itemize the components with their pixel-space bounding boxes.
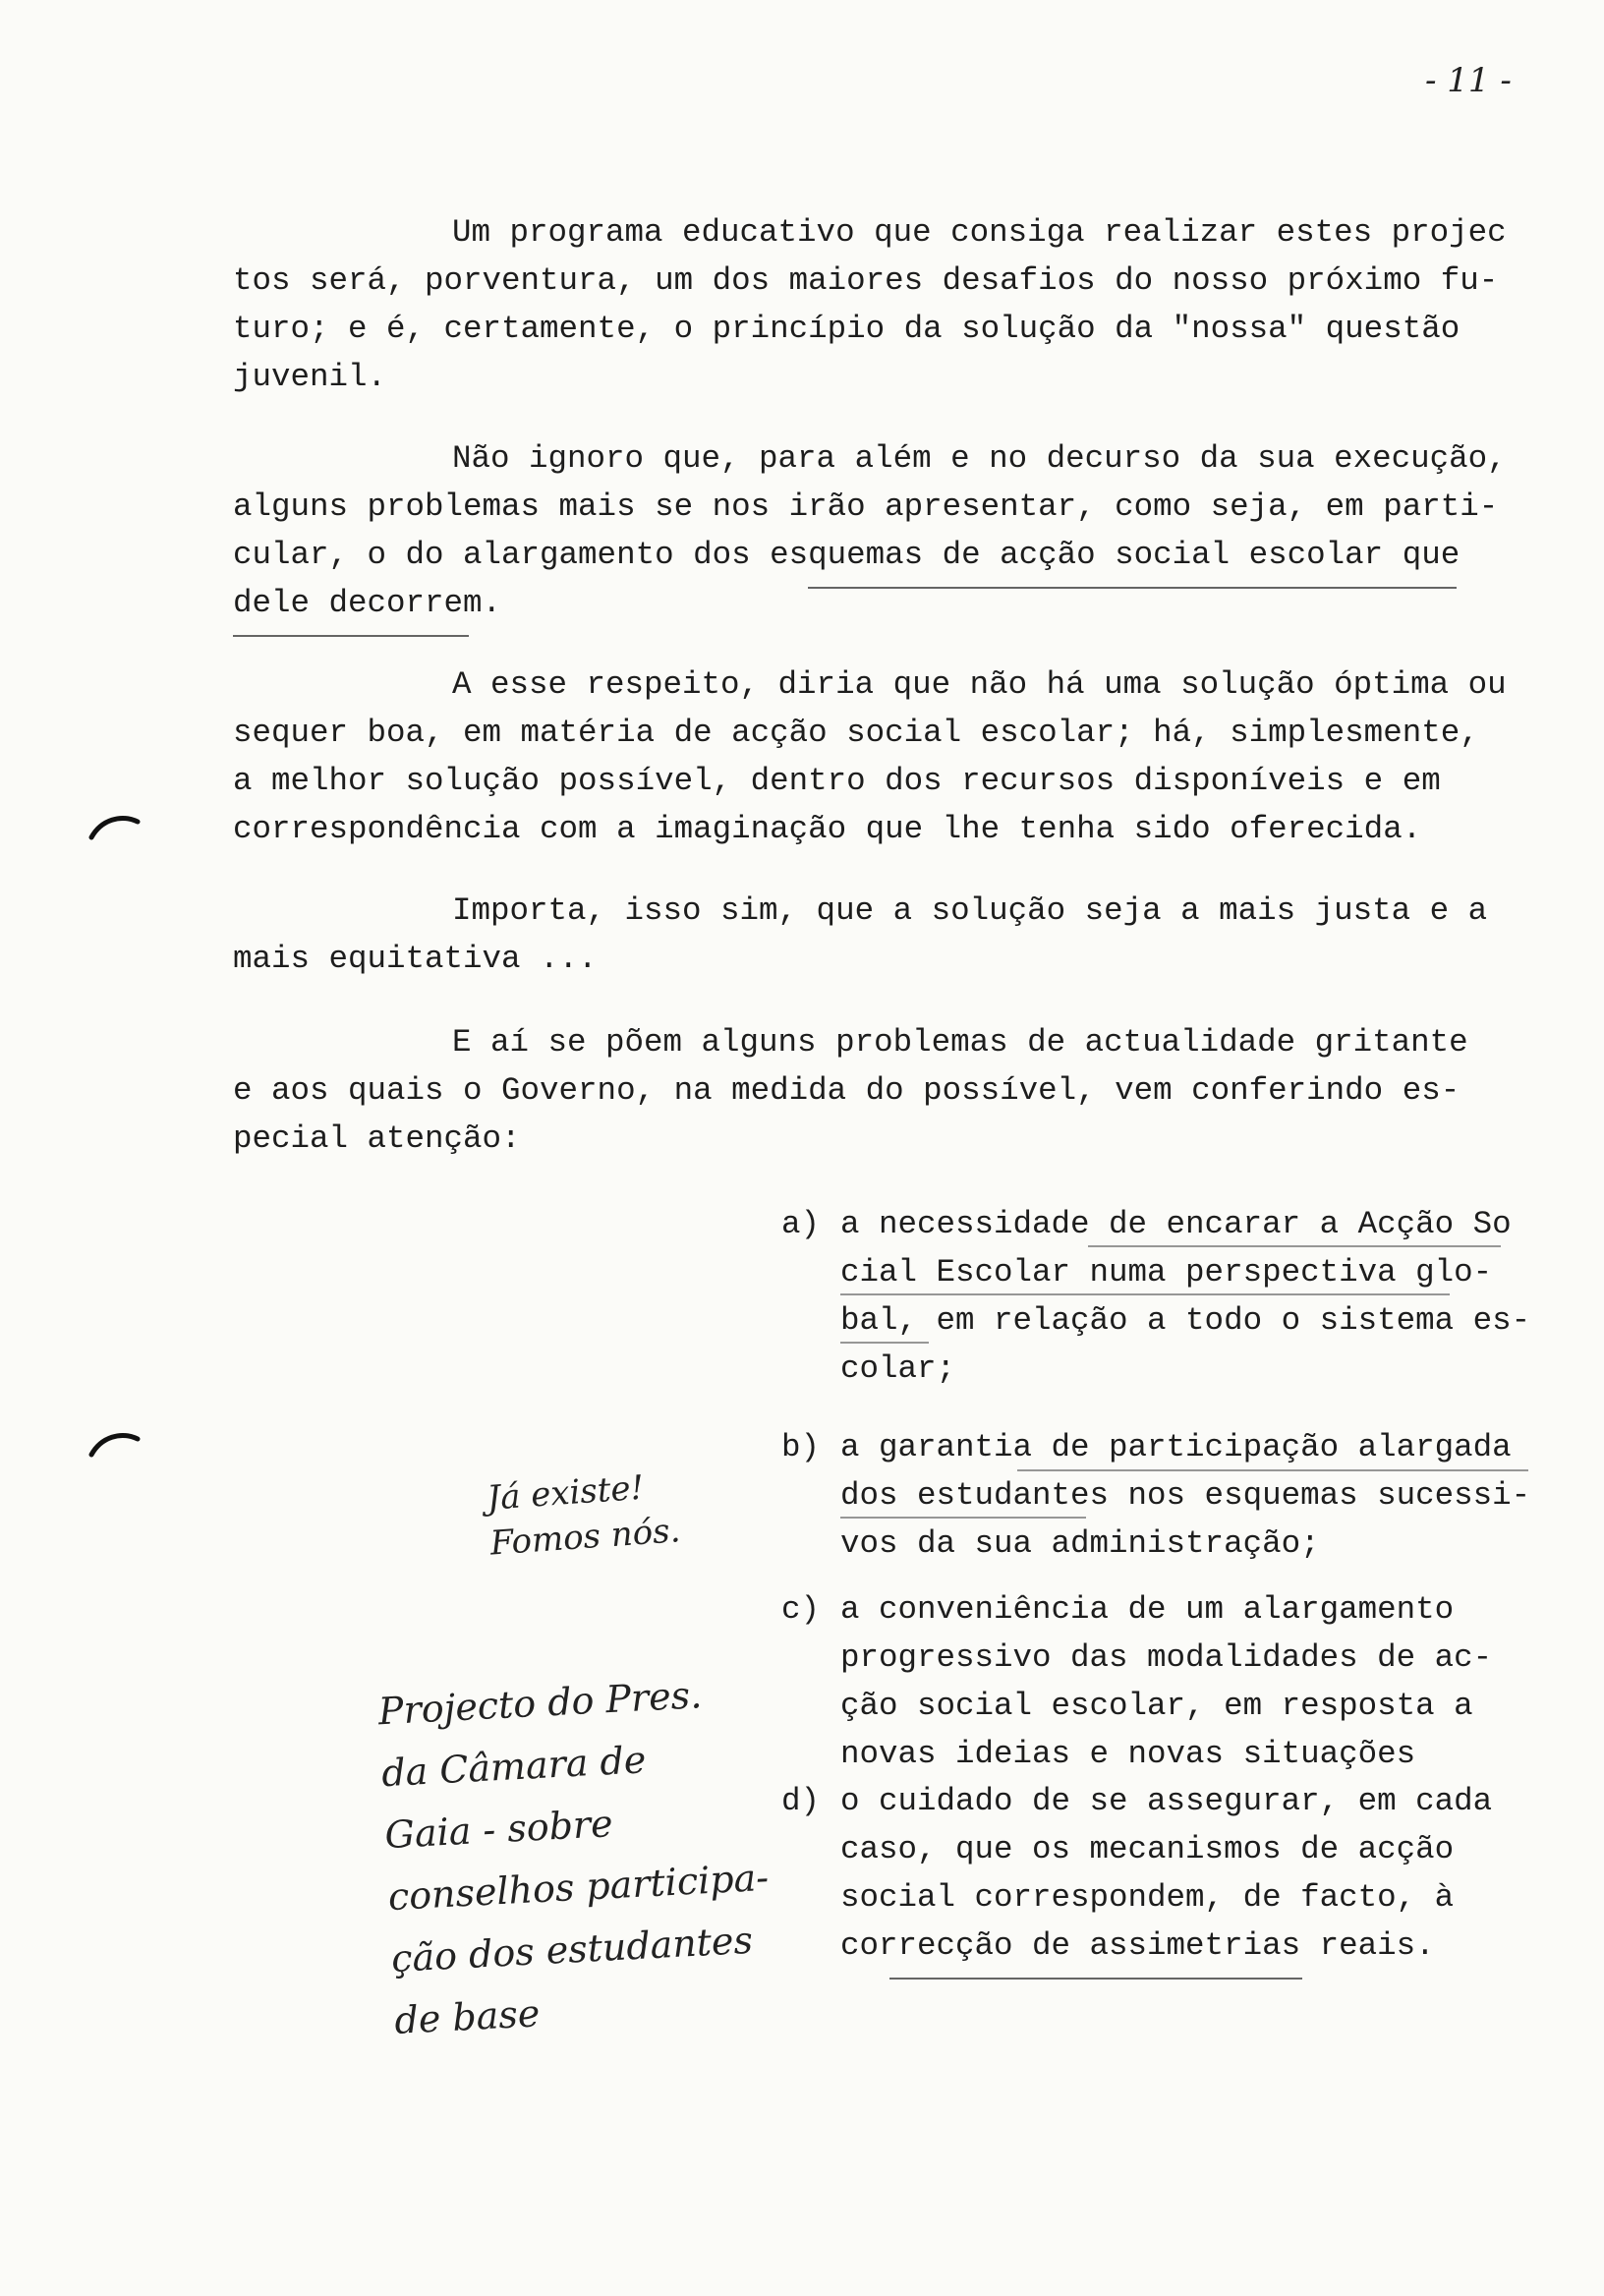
text-line: correcção de assimetrias reais. — [840, 1927, 1435, 1964]
underline-mark — [1017, 1469, 1528, 1471]
paragraph-3 — [233, 660, 1540, 853]
text-line: a conveniência de um alargamento — [840, 1591, 1455, 1628]
hand-line: de base — [393, 1991, 542, 2042]
text-line: E aí se põem alguns problemas de actualidade gritante — [452, 1024, 1468, 1061]
underline-mark — [840, 1517, 1086, 1519]
text-line: sequer boa, em matéria de acção social escolar; há, simplesmente, — [233, 715, 1479, 751]
paragraph-1 — [233, 208, 1540, 401]
text-line: a melhor solução possível, dentro dos recursos disponíveis e em — [233, 763, 1441, 799]
hand-line: conselhos participa- — [386, 1855, 771, 1920]
list-marker: c) — [781, 1591, 821, 1628]
hand-line: Gaia - sobre — [383, 1802, 614, 1858]
paragraph-2 — [233, 434, 1540, 627]
page-number: - 11 - — [1425, 61, 1512, 100]
text-line: novas ideias e novas situações — [840, 1736, 1416, 1772]
margin-mark-icon — [86, 806, 145, 845]
paragraph-5 — [233, 1018, 1540, 1163]
text-line: A esse respeito, diria que não há uma solução óptima ou — [452, 666, 1507, 703]
list-marker: b) — [781, 1429, 821, 1465]
handwritten-note-2 — [376, 1661, 776, 2052]
text-line: Não ignoro que, para além e no decurso da sua execução, — [452, 440, 1507, 477]
text-line: alguns problemas mais se nos irão apresentar, como seja, em parti- — [233, 488, 1499, 525]
text-line: correspondência com a imaginação que lhe tenha sido oferecida. — [233, 811, 1422, 847]
underline-mark — [1088, 1245, 1501, 1247]
list-marker: a) — [781, 1206, 821, 1242]
text-line: tos será, porventura, um dos maiores desafios do nosso próximo fu- — [233, 262, 1499, 299]
text-line: progressivo das modalidades de ac- — [840, 1639, 1493, 1676]
text-line: bal, em relação a todo o sistema es- — [840, 1302, 1531, 1339]
hand-line: Projecto do Pres. — [376, 1673, 704, 1734]
text-line: o cuidado de se assegurar, em cada — [840, 1783, 1493, 1819]
text-line: Um programa educativo que consiga realizar estes projec — [452, 214, 1507, 251]
paragraph-4 — [233, 887, 1540, 983]
underline-mark — [840, 1293, 1450, 1295]
text-line: pecial atenção: — [233, 1120, 521, 1157]
underline-mark — [808, 587, 1457, 589]
text-line: juvenil. — [233, 359, 387, 395]
underline-mark — [233, 635, 469, 637]
margin-mark-icon — [86, 1423, 145, 1463]
text-line: ção social escolar, em resposta a — [840, 1688, 1473, 1724]
text-line: cular, o do alargamento dos esquemas de acção social escolar que — [233, 537, 1461, 573]
text-line: turo; e é, certamente, o princípio da solução da "nossa" questão — [233, 311, 1461, 347]
handwritten-note-1 — [486, 1463, 682, 1566]
list-marker: d) — [781, 1783, 821, 1819]
hand-line: ção dos estudantes — [390, 1918, 754, 1980]
underline-mark — [840, 1342, 929, 1344]
text-line: cial Escolar numa perspectiva glo- — [840, 1254, 1493, 1291]
text-line: a garantia de participação alargada — [840, 1429, 1512, 1465]
hand-line: Já existe! — [486, 1467, 646, 1519]
text-line: caso, que os mecanismos de acção — [840, 1831, 1455, 1867]
text-line: vos da sua administração; — [840, 1525, 1320, 1562]
hand-line: da Câmara de — [380, 1738, 648, 1796]
underline-mark — [889, 1978, 1302, 1980]
text-line: a necessidade de encarar a Acção So — [840, 1206, 1512, 1242]
text-line: colar; — [840, 1350, 956, 1387]
hand-line: Fomos nós. — [488, 1511, 682, 1564]
text-line: mais equitativa ... — [233, 941, 598, 977]
text-line: dos estudantes nos esquemas sucessi- — [840, 1477, 1531, 1514]
text-line: social correspondem, de facto, à — [840, 1879, 1455, 1916]
text-line: dele decorrem. — [233, 585, 502, 621]
text-line: e aos quais o Governo, na medida do possível, vem conferindo es- — [233, 1072, 1461, 1109]
text-line: Importa, isso sim, que a solução seja a mais justa e a — [452, 892, 1488, 929]
